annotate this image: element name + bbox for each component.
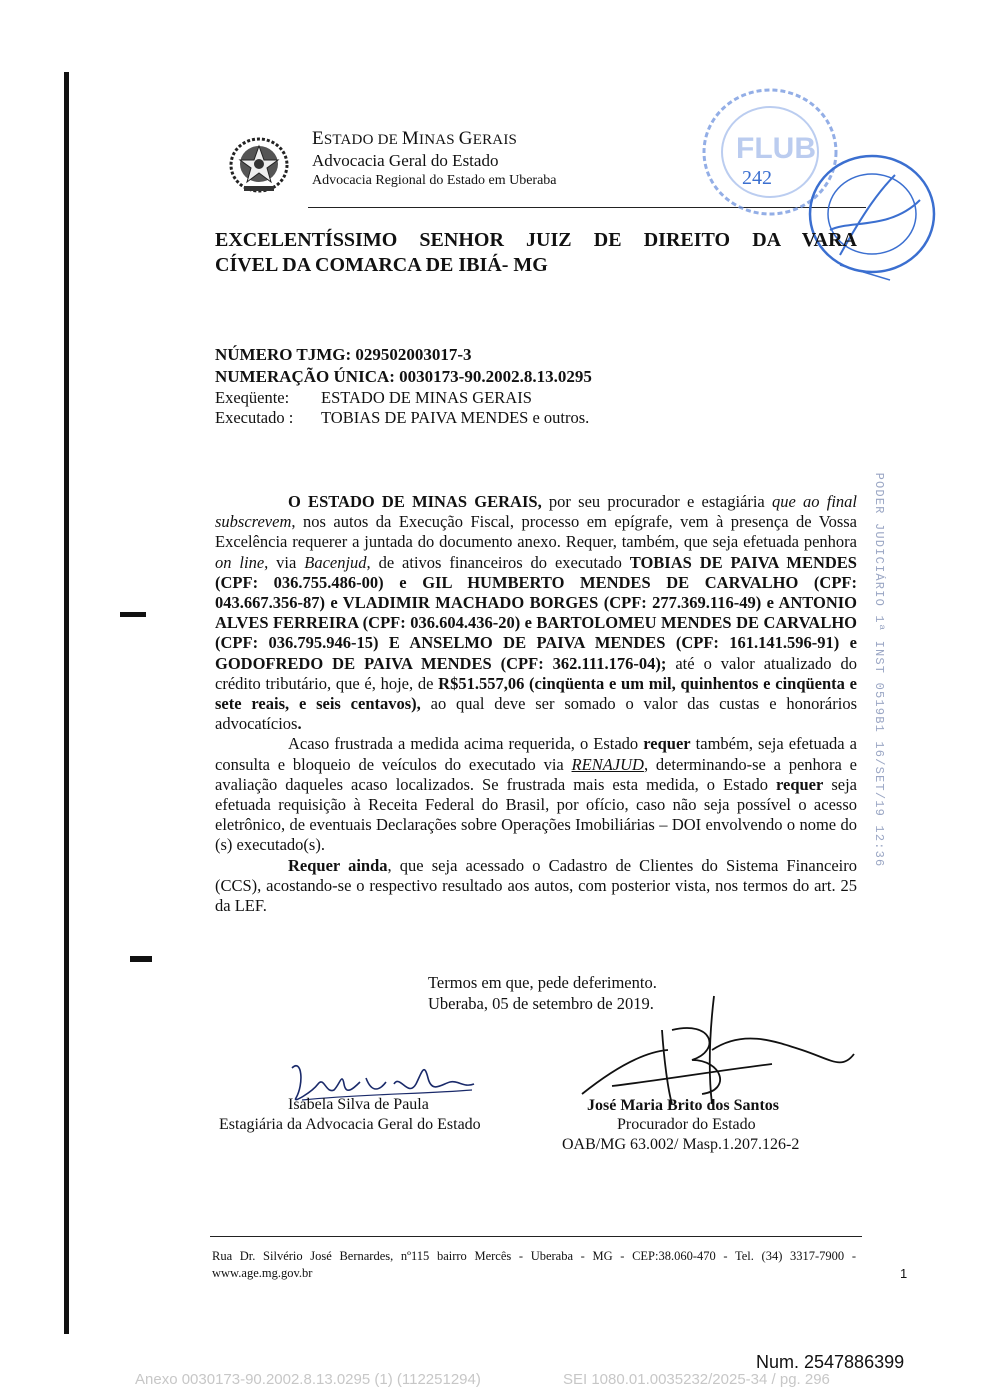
regional-office: Advocacia Regional do Estado em Uberaba bbox=[312, 173, 557, 188]
annex-reference: Anexo 0030173-90.2002.8.13.0295 (1) (112251294) bbox=[135, 1371, 481, 1388]
intern-role: Estagiária da Advocacia Geral do Estado bbox=[219, 1116, 481, 1133]
svg-text:FLUB: FLUB bbox=[736, 132, 816, 165]
left-margin-bar bbox=[64, 72, 69, 1334]
unique-number: NUMERAÇÃO ÚNICA: 0030173-90.2002.8.13.0295 bbox=[215, 367, 592, 386]
paragraph-request-penhora: O ESTADO DE MINAS GERAIS, por seu procurador e estagiária que ao final subscrevem, nos autos da Execução Fiscal, processo em epígrafe, vem à presença de Vossa Excelência requerer a juntada do documento anexo. Requer, também, que seja efetuada penhora on line, via Bacenjud, de ativos financeiros do executado TOBIAS DE PAIVA MENDES (CPF: 036.755.486-00) e GIL HUMBERTO MENDES DE CARVALHO (CPF: 043.667.356-87) e VLADIMIR MACHADO BORGES (CPF: 277.369.116-49) e ANTONIO ALVES FERREIRA (CPF: 036.604.436-20) e BARTOLOMEU MENDES DE CARVALHO (CPF: 036.795.946-15) E ANSELMO DE PAIVA MENDES (CPF: 161.141.596-91) e GODOFREDO DE PAIVA MENDES (CPF: 362.111.176-04); até o valor atualizado do crédito tributário, que é, hoje, de R$51.557,06 (cinqüenta e um mil, quinhentos e cinqüenta e sete reais, e seis centavos), ao qual deve ser somado o valor das custas e honorários advocatícios. bbox=[215, 492, 858, 734]
executado-row bbox=[215, 408, 589, 428]
signature-right bbox=[572, 990, 862, 1110]
attorney-name: José Maria Brito dos Santos bbox=[587, 1097, 779, 1114]
executado-label: Executado : bbox=[215, 408, 294, 427]
closing-line-1: Termos em que, pede deferimento. bbox=[428, 973, 657, 992]
addressee-line-1: EXCELENTÍSSIMO SENHOR JUIZ DE DIREITO DA VARA bbox=[215, 229, 857, 251]
margin-mark bbox=[120, 612, 146, 617]
document-number: Num. 2547886399 bbox=[756, 1352, 905, 1372]
petition-body bbox=[215, 492, 857, 916]
exequente-value: ESTADO DE MINAS GERAIS bbox=[321, 388, 532, 407]
executado-value: TOBIAS DE PAIVA MENDES e outros. bbox=[321, 408, 590, 427]
footer-divider bbox=[210, 1236, 862, 1237]
exequente-row bbox=[215, 388, 532, 408]
receipt-stamp-vertical: PODER JUDICIÁRIO 1ª INST 0519B1 16/SET/19 12:36 bbox=[872, 472, 886, 868]
closing-line-2: Uberaba, 05 de setembro de 2019. bbox=[428, 994, 654, 1013]
agency-name: Advocacia Geral do Estado bbox=[312, 151, 499, 170]
state-name: ESTADO DE MINAS GERAIS bbox=[312, 128, 518, 149]
tjmg-number: NÚMERO TJMG: 029502003017-3 bbox=[215, 345, 472, 364]
footer-address: Rua Dr. Silvério José Bernardes, nº115 bairro Mercês - Uberaba - MG - CEP:38.060-470 - Tel. (34) 3317-7900 - www.age.mg.gov.br bbox=[212, 1249, 856, 1280]
coat-of-arms-icon bbox=[226, 132, 292, 194]
attorney-oab: OAB/MG 63.002/ Masp.1.207.126-2 bbox=[562, 1136, 800, 1153]
paragraph-ccs: Requer ainda, que seja acessado o Cadastro de Clientes do Sistema Financeiro (CCS), acostando-se o respectivo resultado aos autos, com posterior vista, nos termos do art. 25 da LEF. bbox=[215, 855, 857, 916]
margin-mark bbox=[130, 956, 152, 962]
protocol-stamp bbox=[690, 80, 950, 310]
intern-name: Isabela Silva de Paula bbox=[288, 1096, 429, 1113]
exequente-label: Exeqüente: bbox=[215, 388, 290, 407]
page-number: 1 bbox=[900, 1266, 908, 1281]
attorney-role: Procurador do Estado bbox=[617, 1116, 756, 1133]
addressee-line-2: CÍVEL DA COMARCA DE IBIÁ- MG bbox=[215, 254, 548, 276]
sei-reference: SEI 1080.01.0035232/2025-34 / pg. 296 bbox=[563, 1371, 830, 1388]
paragraph-renajud: Acaso frustrada a medida acima requerida, o Estado requer também, seja efetuada a consulta e bloqueio de veículos do executado via RENAJUD, determinando-se a penhora e avaliação daqueles acaso localizados. Se frustrada mais esta medida, o Estado requer seja efetuada requisição à Receita Federal do Brasil, por ofício, caso não seja possível o acesso eletrônico, de eventuais Declarações sobre Operações Imobiliárias – DOI envolvendo o nome do (s) executado(s). bbox=[215, 734, 857, 855]
folio-number: 242 bbox=[742, 167, 772, 189]
